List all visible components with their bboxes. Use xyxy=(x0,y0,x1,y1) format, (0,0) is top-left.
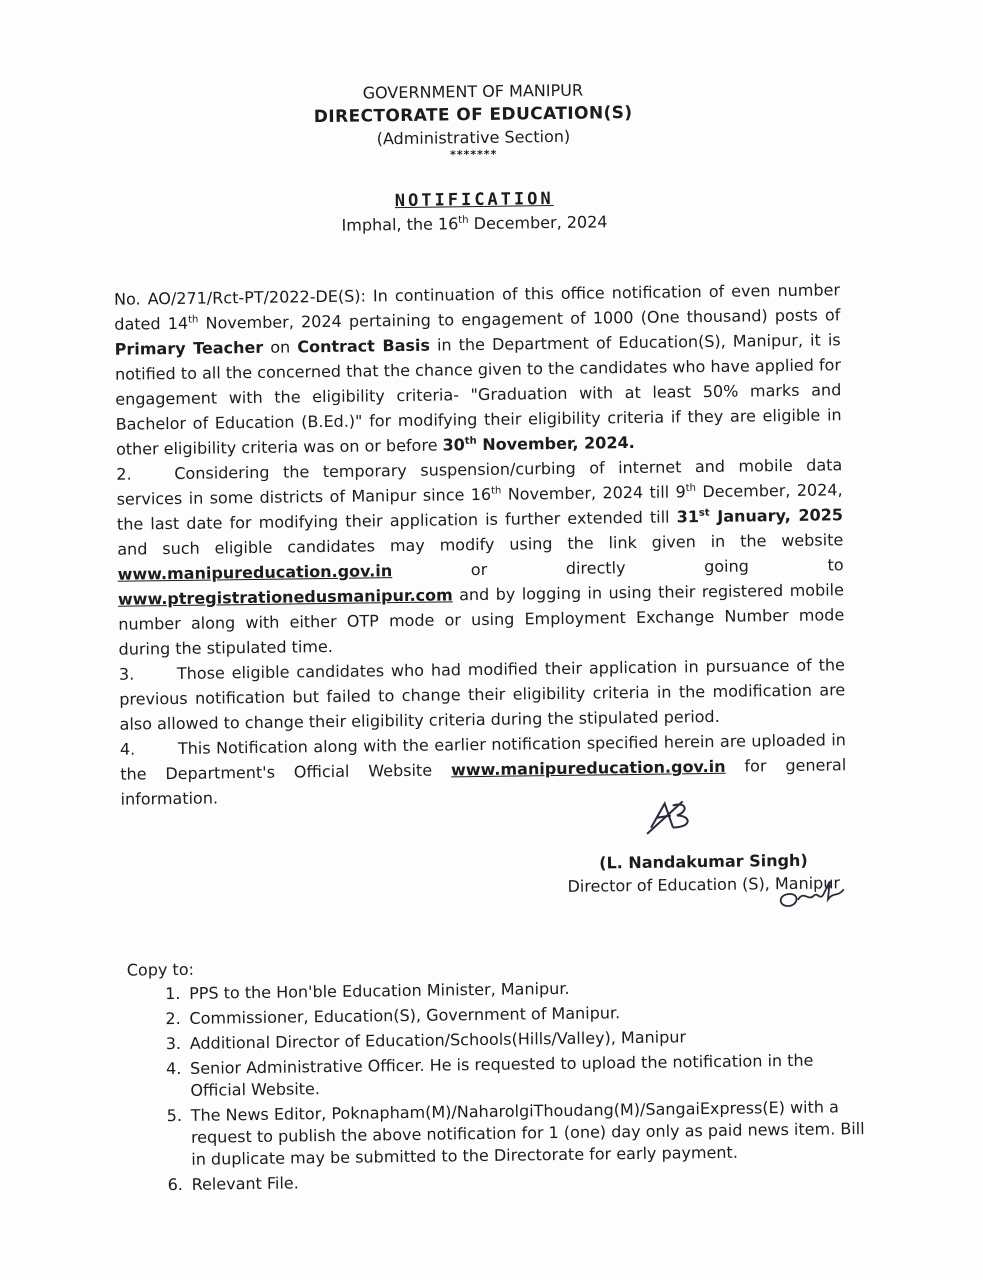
list-item: 2. Commissioner, Education(S), Government of Manipur. xyxy=(165,1003,621,1029)
notification-body xyxy=(114,277,847,811)
paragraph-number: 4. xyxy=(119,739,136,759)
paragraph-2: 2. Considering the temporary suspension/curbing of internet and mobile data services in some districts of Manipur since 16th November, 2024 till 9th December, 2024, the last date for modifying their application is further extended till 31st January, 2025 and such eligible candidates may modify using the link given in the website www.manipureducation.gov.in or directly going to www.ptregistrationedusmanipur.com and by logging in using their registered mobile number along with either OTP mode or using Employment Exchange Number mode during the stipulated time. xyxy=(116,455,845,659)
copy-to-heading: Copy to: xyxy=(126,959,195,980)
paragraph-1: No. AO/271/Rct-PT/2022-DE(S): In continuation of this office notification of even number dated 14th November, 2024 pertaining to engagement of 1000 (One thousand) posts of Primary Teacher on Contract Basis in the Department of Education(S), Manipur, it is notified to all the concerned that the chance given to the candidates who have applied for engagement with the eligibility criteria- "Graduation with at least 50% marks and Bachelor of Education (B.Ed.)" for modifying their eligibility criteria if they are eligible in other eligibility criteria was on or before 30th November, 2024. xyxy=(113,280,842,459)
list-item: 4. Senior Administrative Officer. He is requested to upload the notification in the Official Website. xyxy=(165,1050,814,1100)
signature-mark xyxy=(643,797,704,838)
initials-mark xyxy=(774,875,865,916)
list-item: 6. Relevant File. xyxy=(167,1173,299,1195)
paragraph-number: 3. xyxy=(118,664,135,684)
header-separator: ******* xyxy=(449,147,498,162)
copy-to-list xyxy=(127,974,870,1197)
list-item: 5. The News Editor, Poknapham(M)/NaharolgiThoudang(M)/SangaiExpress(E) with a request to publish the above notification for 1 (one) day only as paid news item. Bill in duplicate may be submitted to the Directorate for early payment. xyxy=(166,1097,865,1169)
pt-registration-link[interactable]: www.ptregistrationedusmanipur.com xyxy=(117,585,453,609)
paragraph-number: 2. xyxy=(116,464,132,484)
paragraph-3: 3. Those eligible candidates who had modified their application in pursuance of the previous notification but failed to change their eligibility criteria in the modification are also allowed to change their eligibility criteria during the stipulated period. xyxy=(118,655,846,734)
paragraph-4: 4. This Notification along with the earlier notification specified herein are uploaded in the Department's Official Website www.manipureducation.gov.in for general information. xyxy=(119,730,847,809)
reference-number: No. AO/271/Rct-PT/2022-DE(S): xyxy=(113,286,367,309)
signatory-designation: Director of Education (S), Manipur xyxy=(567,873,841,896)
official-website-link[interactable]: www.manipureducation.gov.in xyxy=(450,756,726,780)
copy-to-section xyxy=(127,950,870,1200)
signatory-name: (L. Nandakumar Singh) xyxy=(599,850,808,873)
government-heading: GOVERNMENT OF MANIPUR xyxy=(362,80,584,103)
list-item: 1. PPS to the Hon'ble Education Minister, Manipur. xyxy=(165,978,570,1004)
notification-date: Imphal, the 16th December, 2024 xyxy=(341,212,608,235)
notification-title: NOTIFICATION xyxy=(394,189,554,212)
manipur-education-link[interactable]: www.manipureducation.gov.in xyxy=(117,561,393,584)
directorate-heading: DIRECTORATE OF EDUCATION(S) xyxy=(313,102,633,128)
section-heading: (Administrative Section) xyxy=(376,126,571,149)
list-item: 3. Additional Director of Education/Schools(Hills/Valley), Manipur xyxy=(165,1027,687,1054)
